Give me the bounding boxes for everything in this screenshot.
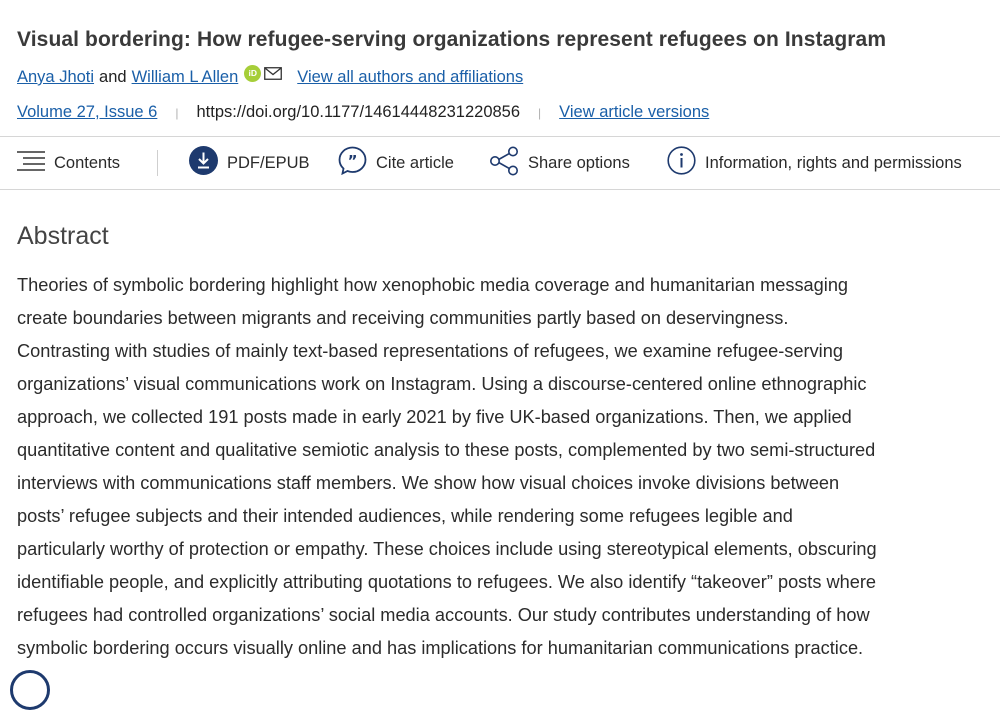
meta-separator: |: [538, 105, 542, 120]
quote-icon: [338, 146, 367, 180]
abstract-line: symbolic bordering occurs visually online and has implications for humanitarian communications practice.: [17, 638, 864, 658]
contents-button[interactable]: [17, 137, 120, 189]
abstract-line: identifiable people, and explicitly attributing quotations to refugees. We also identify “takeover” posts where: [17, 572, 877, 592]
cite-article-label: Cite article: [376, 153, 454, 172]
cite-article-button[interactable]: [338, 137, 454, 189]
issue-link[interactable]: Volume 27, Issue 6: [17, 103, 158, 121]
article-toolbar: [0, 136, 1000, 190]
author-link-1[interactable]: Anya Jhoti: [17, 68, 95, 86]
orcid-icon[interactable]: iD: [244, 65, 261, 82]
share-options-label: Share options: [528, 153, 630, 172]
mail-icon[interactable]: [264, 66, 282, 85]
abstract-line: Theories of symbolic bordering highlight how xenophobic media coverage and humanitarian messaging: [17, 275, 849, 295]
abstract-line: quantitative content and qualitative semiotic analysis to these posts, complemented by two semi-structured: [17, 440, 876, 460]
pdf-epub-label: PDF/EPUB: [227, 153, 310, 172]
article-meta: [17, 103, 709, 122]
information-rights-button[interactable]: [667, 137, 962, 189]
download-icon: [189, 146, 218, 180]
author-list: [17, 68, 523, 87]
meta-separator: |: [175, 105, 179, 120]
abstract-line: particularly worthy of protection or empathy. These choices include using stereotypical elements, obscuring: [17, 539, 877, 559]
information-rights-label: Information, rights and permissions: [705, 153, 962, 172]
abstract-line: refugees had controlled organizations’ social media accounts. Our study contributes understanding of how: [17, 605, 870, 625]
contents-label: Contents: [54, 153, 121, 172]
abstract-line: create boundaries between migrants and receiving communities partly based on deservingness.: [17, 308, 789, 328]
author-link-2[interactable]: William L Allen: [131, 68, 239, 86]
share-options-button[interactable]: [489, 137, 630, 189]
pdf-epub-button[interactable]: [189, 137, 310, 189]
toolbar-divider: [157, 150, 158, 176]
floating-action-icon[interactable]: [10, 670, 50, 710]
author-joiner: and: [99, 68, 127, 86]
article-title: Visual bordering: How refugee-serving organizations represent refugees on Instagram: [17, 28, 887, 52]
abstract-line: organizations’ visual communications work on Instagram. Using a discourse-centered online ethnographic: [17, 374, 867, 394]
abstract-line: interviews with communications staff members. We show how visual choices invoke divisions between: [17, 473, 840, 493]
abstract-body: [17, 269, 992, 665]
abstract-line: posts’ refugee subjects and their intended audiences, while rendering some refugees legible and: [17, 506, 793, 526]
info-icon: [667, 146, 696, 180]
svg-text:”: ”: [347, 152, 358, 170]
doi-text[interactable]: https://doi.org/10.1177/14614448231220856: [196, 103, 521, 121]
abstract-line: Contrasting with studies of mainly text-based representations of refugees, we examine refugee-serving: [17, 341, 843, 361]
abstract-heading: Abstract: [17, 222, 109, 250]
article-versions-link[interactable]: View article versions: [559, 103, 710, 121]
view-all-authors-link[interactable]: View all authors and affiliations: [297, 68, 524, 86]
menu-icon: [17, 149, 45, 178]
abstract-line: approach, we collected 191 posts made in early 2021 by five UK-based organizations. Then, we applied: [17, 407, 852, 427]
share-icon: [489, 146, 519, 181]
